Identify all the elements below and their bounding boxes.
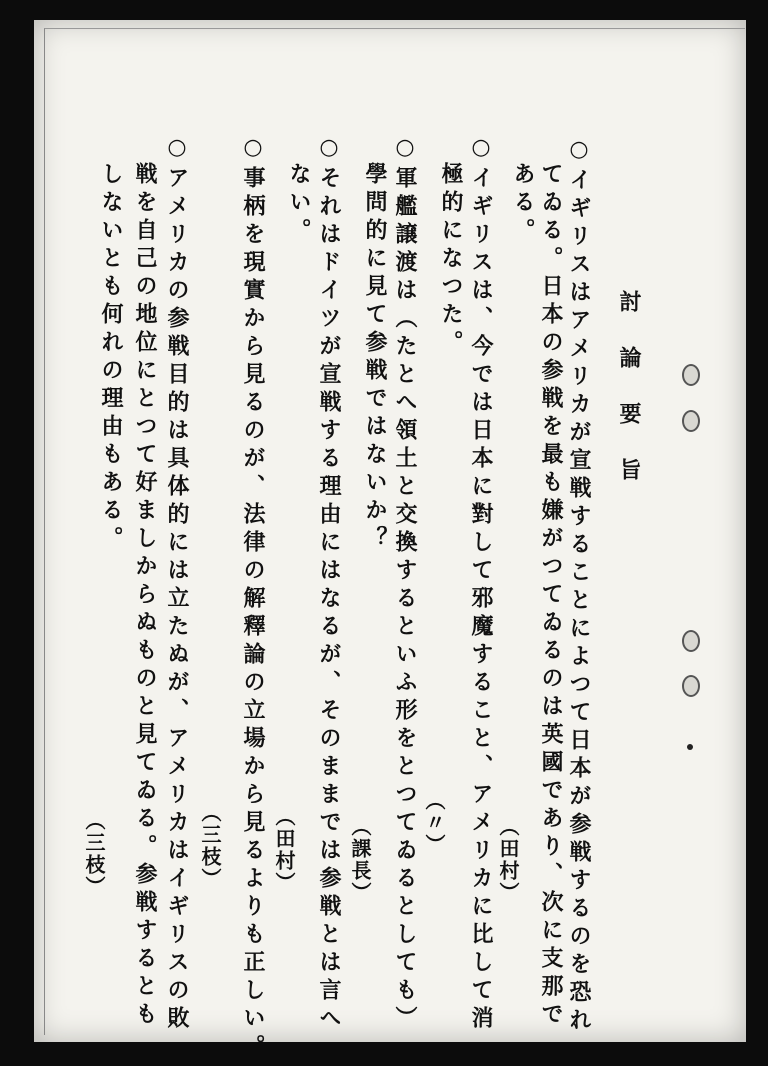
item-6-speaker: （三枝） — [82, 810, 106, 898]
item-4-line-1: ○それはドイツが宣戦する理由にはなるが、そのままでは参戦とは言へ — [316, 134, 342, 1034]
item-4-speaker: （田村） — [272, 806, 296, 894]
item-5-line-1: ○事柄を現實から見るのが、法律の解釋論の立場から見るよりも正しい。 — [240, 134, 266, 1062]
binding-hole — [682, 364, 700, 386]
binding-hole — [682, 410, 700, 432]
item-2-line-2: 極的になつた。 — [438, 162, 464, 358]
item-6-line-1: ○アメリカの参戦目的は具体的には立たぬが、アメリカはイギリスの敗 — [164, 134, 190, 1034]
item-1-line-2: てゐる。日本の参戦を最も嫌がつてゐるのは英國であり、次に支那で — [538, 162, 564, 1030]
item-3-line-1: ○軍艦譲渡は（たとへ領土と交換するといふ形をとつてゐるとしても） — [392, 134, 418, 1034]
item-1-line-3: ある。 — [510, 162, 536, 246]
document-title: 討論要旨 — [616, 290, 642, 514]
binding-hole — [682, 630, 700, 652]
item-6-line-2: 戦を自己の地位にとつて好ましからぬものと見てゐる。参戦するとも — [132, 162, 158, 1030]
item-1-speaker: （田村） — [496, 816, 520, 904]
item-2-speaker: （〃） — [422, 790, 446, 856]
item-5-speaker: （三枝） — [198, 802, 222, 890]
item-2-line-1: ○イギリスは、今では日本に對して邪魔すること、アメリカに比して消 — [468, 134, 494, 1034]
item-6-line-3: しないとも何れの理由もある。 — [98, 162, 124, 554]
item-3-line-2: 學問的に見て参戦ではないか？ — [362, 162, 388, 554]
binding-dot — [687, 744, 693, 750]
item-1-line-1: ○イギリスはアメリカが宣戦することによつて日本が参戦するのを恐れ — [566, 136, 592, 1036]
item-4-line-2: ない。 — [286, 162, 312, 246]
item-3-speaker: （課長） — [348, 816, 372, 904]
binding-hole — [682, 675, 700, 697]
